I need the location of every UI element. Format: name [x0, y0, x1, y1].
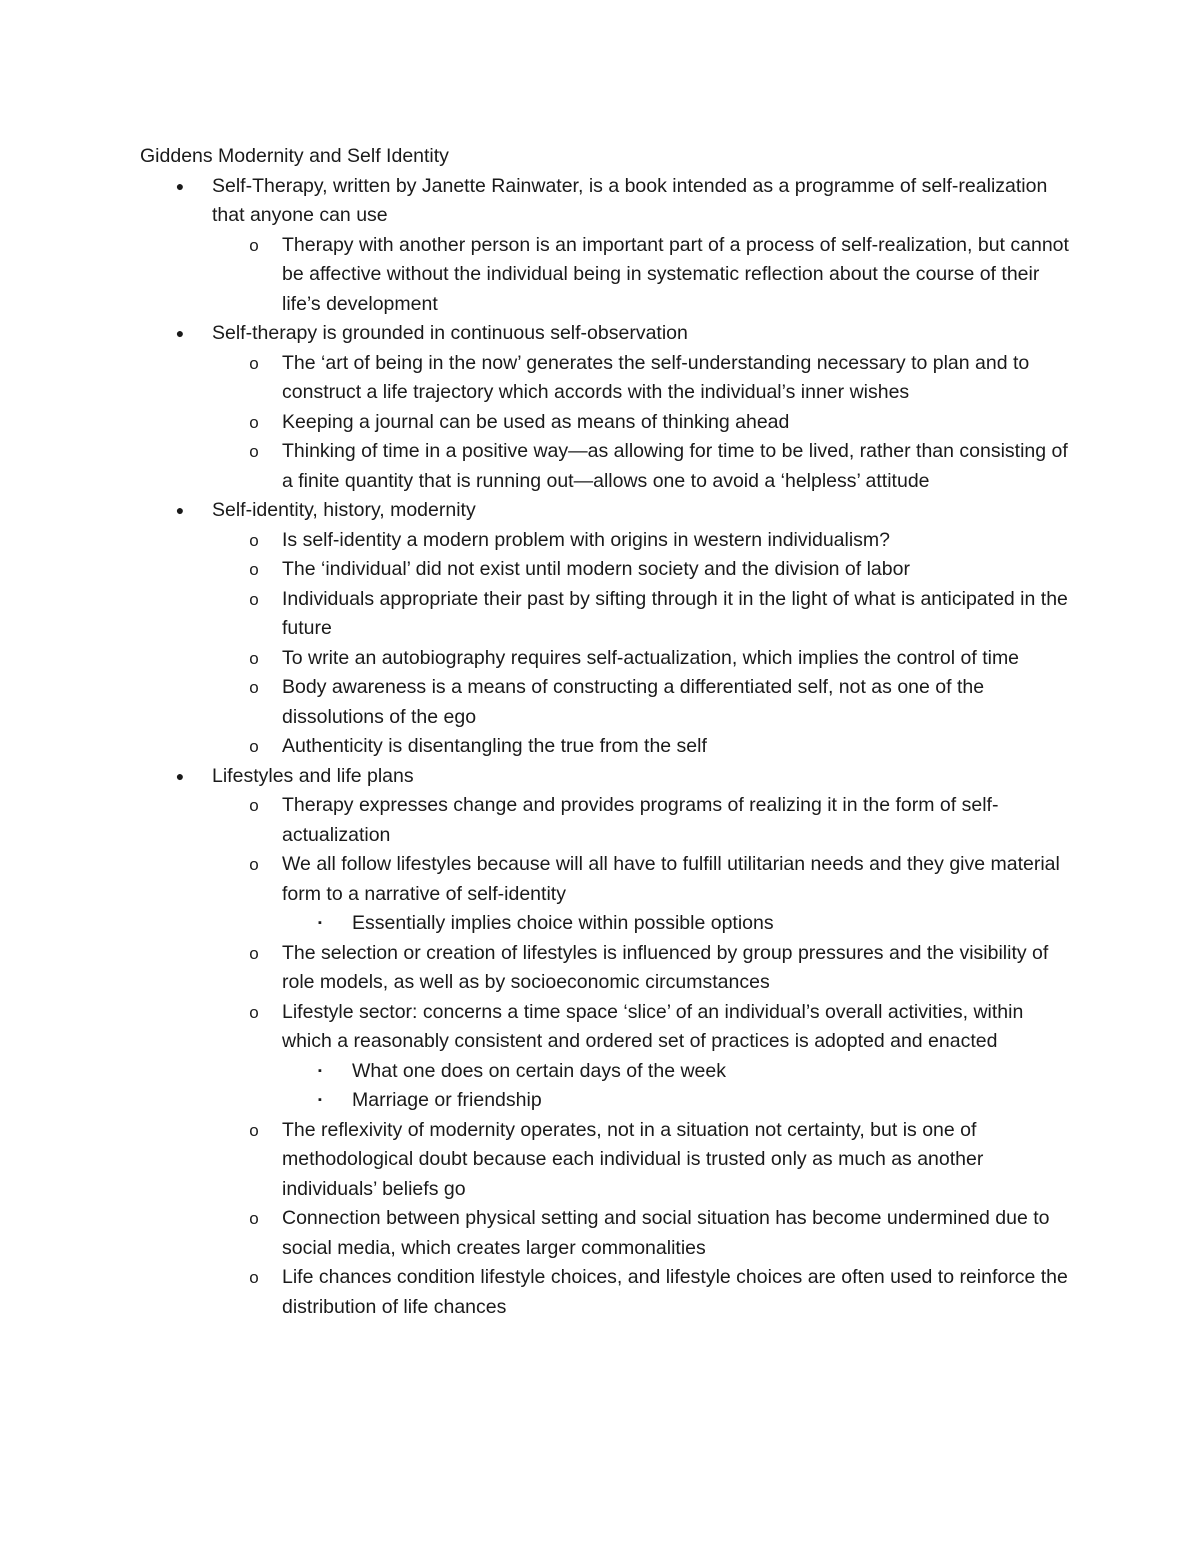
list-item-text: Self-Therapy, written by Janette Rainwater, is a book intended as a programme of self-realization that anyone can use: [212, 174, 1048, 226]
list-item-text: Lifestyles and life plans: [212, 764, 414, 787]
sub-list-item-text: The selection or creation of lifestyles is influenced by group pressures and the visibility of role models, as well as by socioeconomic circumstances: [282, 941, 1049, 993]
sub-list-item: [212, 732, 1070, 762]
sub-list-item: [212, 437, 1070, 496]
bullet-circle-icon: o: [249, 855, 259, 874]
sub-sub-list-item-text: Essentially implies choice within possible options: [352, 912, 774, 934]
sub-list-item-text: Is self-identity a modern problem with origins in western individualism?: [282, 528, 891, 551]
sub-list: [140, 791, 1070, 1322]
bullet-circle-icon: o: [249, 1268, 259, 1287]
sub-list-item-text: We all follow lifestyles because will all have to fulfill utilitarian needs and they give material form to a narrative of self-identity: [282, 853, 1060, 905]
sub-list: [140, 349, 1070, 497]
sub-list-item: [212, 673, 1070, 732]
sub-list-item: [212, 555, 1070, 585]
list-item: [140, 762, 1070, 1323]
sub-list-item-text: The reflexivity of modernity operates, not in a situation not certainty, but is one of methodological doubt because each individual is trusted only as much as another individuals’ beliefs go: [282, 1118, 984, 1200]
bullet-circle-icon: o: [249, 412, 259, 432]
bullet-circle-icon: o: [249, 560, 259, 579]
sub-sub-list-item: [282, 1086, 1070, 1116]
sub-sub-list-item: [282, 909, 1070, 939]
bullet-circle-icon: o: [249, 442, 259, 461]
sub-list: [140, 231, 1070, 320]
sub-sub-list: [282, 909, 1070, 939]
bullet-disc-icon: ●: [175, 502, 185, 518]
sub-list-item-text: Thinking of time in a positive way—as allowing for time to be lived, rather than consisting of a finite quantity that is running out—allows one to avoid a ‘helpless’ attitude: [282, 440, 1068, 492]
sub-list-item: [212, 791, 1070, 850]
bullet-circle-icon: o: [249, 737, 259, 756]
sub-list-item-text: To write an autobiography requires self-actualization, which implies the control of time: [282, 646, 1020, 669]
bullet-square-icon: ▪: [318, 917, 322, 929]
list-item: [140, 496, 1070, 762]
bullet-disc-icon: ●: [175, 767, 185, 784]
sub-list-item: [212, 644, 1070, 674]
sub-list-item-text: The ‘art of being in the now’ generates the self-understanding necessary to plan and to construct a life trajectory which accords with the individual’s inner wishes: [282, 351, 1030, 403]
list-item: [140, 172, 1070, 320]
bullet-disc-icon: ●: [175, 325, 185, 341]
sub-list: [140, 526, 1070, 762]
sub-list-item-text: The ‘individual’ did not exist until modern society and the division of labor: [282, 558, 910, 580]
bullet-circle-icon: o: [249, 589, 259, 609]
list-item: [140, 319, 1070, 496]
sub-sub-list: [282, 1057, 1070, 1116]
sub-list-item: [212, 1204, 1070, 1263]
sub-list-item: [212, 231, 1070, 320]
bullet-circle-icon: o: [249, 1120, 259, 1140]
sub-list-item: [212, 939, 1070, 998]
sub-list-item-text: Connection between physical setting and social situation has become undermined due to social media, which creates larger commonalities: [282, 1207, 1050, 1259]
list-item-text: Self-identity, history, modernity: [212, 499, 476, 521]
sub-sub-list-item-text: What one does on certain days of the week: [352, 1059, 726, 1082]
bullet-circle-icon: o: [249, 530, 259, 550]
bullet-circle-icon: o: [249, 678, 259, 697]
bullet-square-icon: ▪: [318, 1094, 322, 1106]
bullet-circle-icon: o: [249, 1002, 259, 1022]
bullet-circle-icon: o: [249, 648, 259, 668]
sub-list-item: [212, 1263, 1070, 1322]
bullet-circle-icon: o: [249, 1209, 259, 1228]
document-body: [140, 142, 1070, 1322]
sub-sub-list-item: [282, 1057, 1070, 1087]
sub-list-item: [212, 1116, 1070, 1205]
sub-list-item: [212, 850, 1070, 939]
bullet-circle-icon: o: [249, 943, 259, 963]
bullet-circle-icon: o: [249, 353, 259, 373]
outline-list: [140, 172, 1070, 1323]
sub-list-item-text: Individuals appropriate their past by sifting through it in the light of what is anticipated in the future: [282, 587, 1068, 639]
bullet-disc-icon: ●: [175, 177, 185, 194]
bullet-circle-icon: o: [249, 235, 259, 255]
sub-list-item: [212, 349, 1070, 408]
sub-sub-list-item-text: Marriage or friendship: [352, 1089, 542, 1111]
sub-list-item-text: Therapy expresses change and provides programs of realizing it in the form of self-actualization: [282, 794, 999, 846]
sub-list-item: [212, 585, 1070, 644]
document-title: Giddens Modernity and Self Identity: [140, 145, 449, 167]
sub-list-item-text: Keeping a journal can be used as means of thinking ahead: [282, 410, 790, 433]
sub-list-item-text: Authenticity is disentangling the true from the self: [282, 735, 707, 757]
sub-list-item: [212, 526, 1070, 556]
list-item-text: Self-therapy is grounded in continuous self-observation: [212, 322, 688, 344]
sub-list-item: [212, 408, 1070, 438]
sub-list-item: [212, 998, 1070, 1116]
sub-list-item-text: Body awareness is a means of constructing a differentiated self, not as one of the dissolutions of the ego: [282, 676, 985, 728]
sub-list-item-text: Lifestyle sector: concerns a time space ‘slice’ of an individual’s overall activities, within which a reasonably consistent and ordered set of practices is adopted and enacted: [282, 1000, 1024, 1052]
sub-list-item-text: Therapy with another person is an important part of a process of self-realization, but cannot be affective without the individual being in systematic reflection about the course of their life’s development: [282, 233, 1069, 315]
sub-list-item-text: Life chances condition lifestyle choices, and lifestyle choices are often used to reinforce the distribution of life chances: [282, 1266, 1068, 1318]
bullet-square-icon: ▪: [318, 1064, 322, 1077]
bullet-circle-icon: o: [249, 796, 259, 815]
